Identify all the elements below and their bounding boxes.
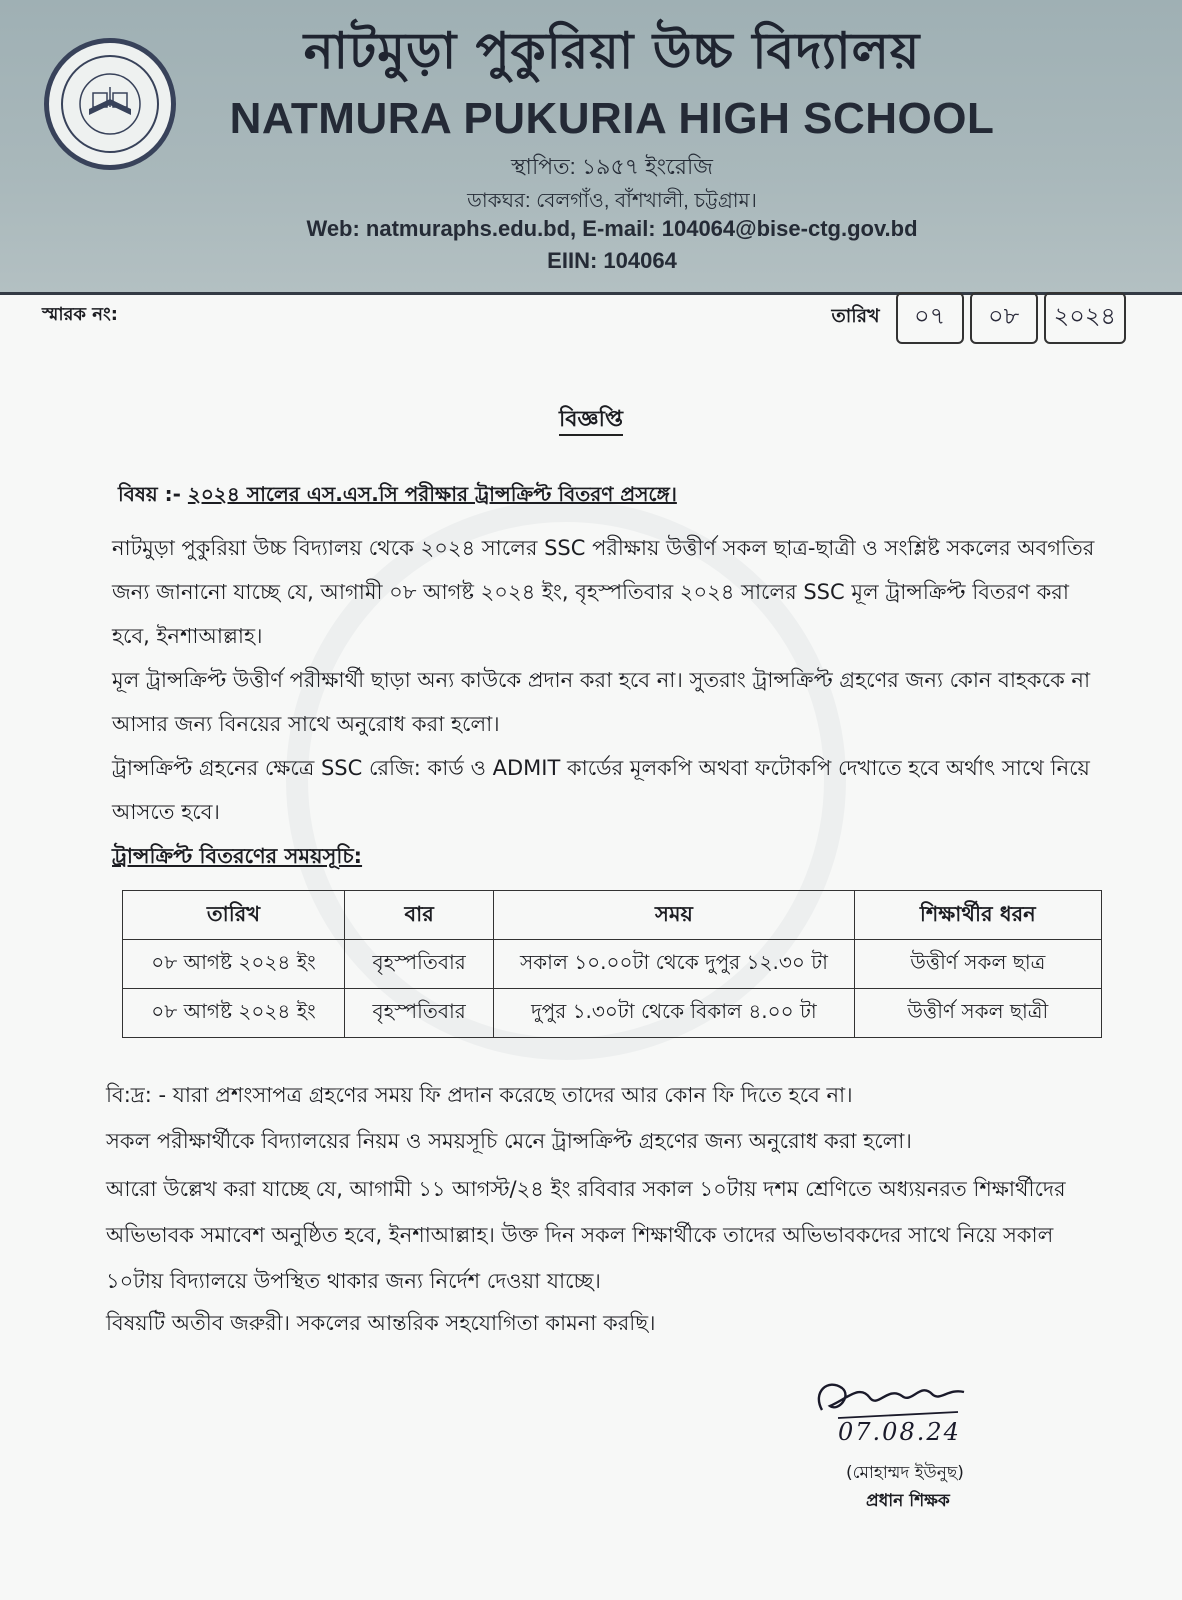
cell-student-type: উত্তীর্ণ সকল ছাত্র xyxy=(854,940,1101,989)
column-header-day: বার xyxy=(344,891,493,940)
paragraph-announcement: নাটমুড়া পুকুরিয়া উচ্চ বিদ্যালয় থেকে ২০২৪ সালের SSC পরীক্ষায় উত্তীর্ণ সকল ছাত্র-ছাত্রী ও সংশ্লিষ্ট সকলের অবগতির জন্য জানানো যাচ্ছে যে, আগামী ০৮ আগষ্ট ২০২৪ ইং, বৃহস্পতিবার ২০২৪ সালের SSC মূল ট্রান্সক্রিপ্ট বিতরণ করা হবে, ইনশাআল্লাহ। xyxy=(112,536,1095,648)
subject-line xyxy=(118,480,677,513)
signer-title: প্রধান শিক্ষক xyxy=(866,1491,950,1511)
paragraph-documents: ট্রান্সক্রিপ্ট গ্রহনের ক্ষেত্রে SSC রেজি: কার্ড ও ADMIT কার্ডের মূলকপি অথবা ফটোকপি দেখাতে হবে অর্থাৎ সাথে নিয়ে আসতে হবে। xyxy=(112,756,1090,824)
table-row xyxy=(123,940,1102,989)
cell-date: ০৮ আগষ্ট ২০২৪ ইং xyxy=(123,989,345,1038)
established-line: স্থাপিত: ১৯৫৭ ইংরেজি xyxy=(511,154,713,179)
memo-number-label: স্মারক নং: xyxy=(42,304,118,325)
note-rules: সকল পরীক্ষার্থীকে বিদ্যালয়ের নিয়ম ও সময়সূচি মেনে ট্রান্সক্রিপ্ট গ্রহণের জন্য অনুরোধ করা হলো। xyxy=(106,1129,912,1153)
school-seal-icon xyxy=(44,38,176,170)
cell-date: ০৮ আগষ্ট ২০২৪ ইং xyxy=(123,940,345,989)
date-month: ০৮ xyxy=(970,292,1038,344)
notice-title-text: বিজ্ঞপ্তি xyxy=(559,407,623,436)
cell-day: বৃহস্পতিবার xyxy=(344,989,493,1038)
date-year: ২০২৪ xyxy=(1044,292,1126,344)
cell-day: বৃহস্পতিবার xyxy=(344,940,493,989)
column-header-student-type: শিক্ষার্থীর ধরন xyxy=(854,891,1101,940)
column-header-date: তারিখ xyxy=(123,891,345,940)
school-name-bangla: নাটমুড়া পুকুরিয়া উচ্চ বিদ্যালয় xyxy=(303,22,921,80)
cell-time: সকাল ১০.০০টা থেকে দুপুর ১২.৩০ টা xyxy=(494,940,854,989)
notice-title xyxy=(0,402,1182,439)
subject-text: ২০২৪ সালের এস.এস.সি পরীক্ষার ট্রান্সক্রিপ্ট বিতরণ প্রসঙ্গে। xyxy=(187,482,677,506)
subject-label: বিষয় :- xyxy=(118,482,181,506)
date-field xyxy=(831,292,1126,344)
schedule-heading: ট্রান্সক্রিপ্ট বিতরণের সময়সূচি: xyxy=(112,844,363,868)
signer-name: (মোহাম্মদ ইউনুছ) xyxy=(846,1463,964,1483)
date-day: ০৭ xyxy=(896,292,964,344)
address-line: ডাকঘর: বেলগাঁও, বাঁশখালী, চট্টগ্রাম। xyxy=(467,190,757,212)
cell-time: দুপুর ১.৩০টা থেকে বিকাল ৪.০০ টা xyxy=(494,989,854,1038)
column-header-time: সময় xyxy=(494,891,854,940)
table-row xyxy=(123,989,1102,1038)
web-email-line: Web: natmuraphs.edu.bd, E-mail: 104064@bise-ctg.gov.bd xyxy=(306,216,918,241)
date-label: তারিখ xyxy=(831,305,880,327)
letterhead xyxy=(0,0,1182,295)
signature-date: 07.08.24 xyxy=(838,1418,961,1446)
table-header-row xyxy=(123,891,1102,940)
note-guardian-meeting: আরো উল্লেখ করা যাচ্ছে যে, আগামী ১১ আগস্ট/২৪ ইং রবিবার সকাল ১০টায় দশম শ্রেণিতে অধ্যয়নরত শিক্ষার্থীদের অভিভাবক সমাবেশ অনুষ্ঠিত হবে, ইনশাআল্লাহ। উক্ত দিন সকল শিক্ষার্থীকে তাদের অভিভাবকদের সাথে নিয়ে সকাল ১০টায় বিদ্যালয়ে উপস্থিত থাকার জন্য নির্দেশ দেওয়া যাচ্ছে। xyxy=(106,1177,1066,1293)
cell-student-type: উত্তীর্ণ সকল ছাত্রী xyxy=(854,989,1101,1038)
note-fee: বি:দ্র: - যারা প্রশংসাপত্র গ্রহণের সময় ফি প্রদান করেছে তাদের আর কোন ফি দিতে হবে না। xyxy=(106,1083,853,1107)
schedule-table xyxy=(122,890,1102,1038)
note-closing: বিষয়টি অতীব জরুরী। সকলের আন্তরিক সহযোগিতা কামনা করছি। xyxy=(106,1311,656,1335)
eiin-line: EIIN: 104064 xyxy=(547,248,677,273)
paragraph-eligibility: মূল ট্রান্সক্রিপ্ট উত্তীর্ণ পরীক্ষার্থী ছাড়া অন্য কাউকে প্রদান করা হবে না। সুতরাং ট্রান্সক্রিপ্ট গ্রহণের জন্য কোন বাহককে না আসার জন্য বিনয়ের সাথে অনুরোধ করা হলো। xyxy=(112,668,1091,736)
school-name-english: NATMURA PUKURIA HIGH SCHOOL xyxy=(229,94,995,143)
